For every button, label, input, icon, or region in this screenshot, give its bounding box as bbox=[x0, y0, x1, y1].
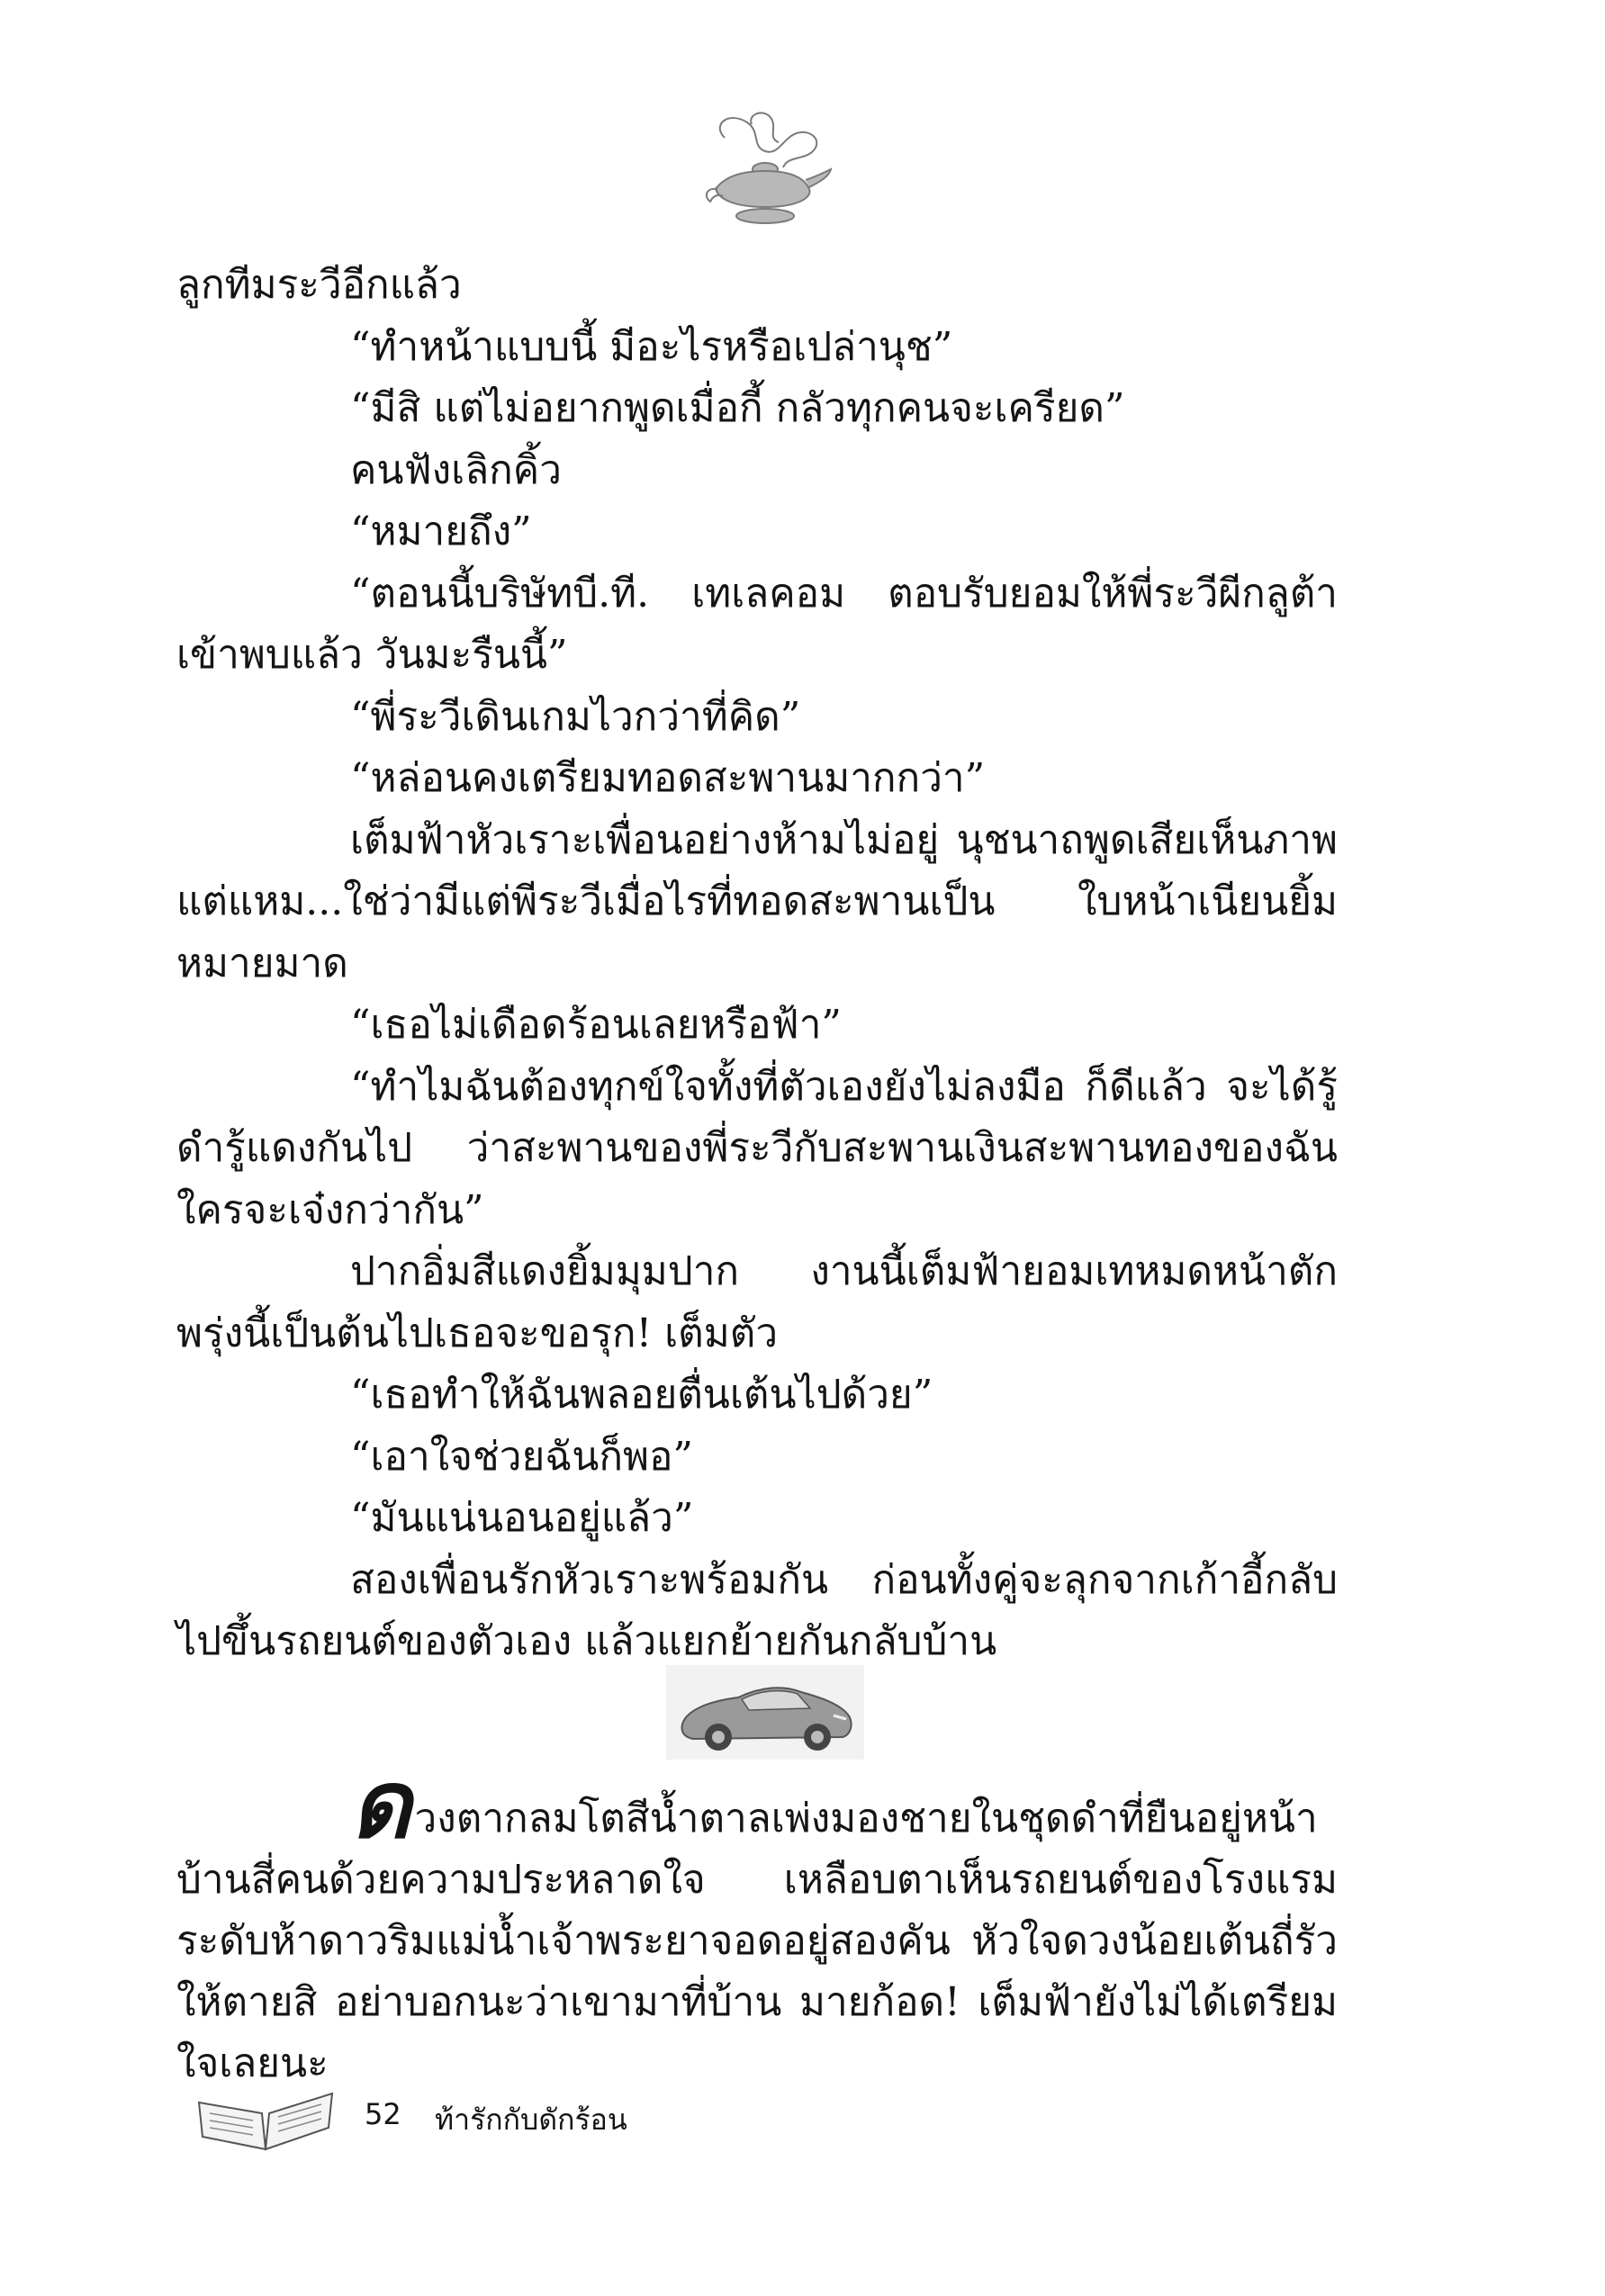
paragraph: “เอาใจช่วยฉันก็พอ” bbox=[350, 1433, 693, 1480]
book-title: ท้ารักกับดักร้อน bbox=[435, 2102, 627, 2137]
section-two-text: วงตากลมโตสีน้ำตาลเพ่งมองชายในชุดดำที่ยืนอยู่หน้าบ้านสี่คนด้วยความประหลาดใจ เหลือบตาเห็นรถยนต์ของโรงแรมระดับห้าดาวริมแม่น้ำเจ้าพระยาจอดอยู่สองคัน หัวใจดวงน้อยเต้นถี่รัว ให้ตายสิ อย่าบอกนะว่าเขามาที่บ้าน มายก้อด! เต็มฟ้ายังไม่ได้เตรียมใจเลยนะ bbox=[176, 1796, 1338, 2086]
genie-lamp-icon bbox=[698, 106, 833, 232]
open-book-icon bbox=[194, 2083, 338, 2155]
paragraph: “มันแน่นอนอยู่แล้ว” bbox=[350, 1495, 694, 1541]
paragraph: “มีสิ แต่ไม่อยากพูดเมื่อกี้ กลัวทุกคนจะเครียด” bbox=[350, 385, 1125, 431]
paragraph: “หมายถึง” bbox=[350, 509, 532, 554]
paragraph: “เธอทำให้ฉันพลอยตื่นเต้นไปด้วย” bbox=[350, 1372, 933, 1418]
paragraph: “ทำหน้าแบบนี้ มีอะไรหรือเปล่านุช” bbox=[350, 323, 953, 370]
drop-cap: ด bbox=[350, 1749, 411, 1859]
page-number: 52 bbox=[365, 2097, 401, 2131]
main-text bbox=[176, 255, 1338, 1673]
paragraph: “หล่อนคงเตรียมทอดสะพานมากกว่า” bbox=[350, 755, 986, 801]
paragraph: เต็มฟ้าหัวเราะเพื่อนอย่างห้ามไม่อยู่ นุชนาถพูดเสียเห็นภาพ แต่แหม...ใช่ว่ามีแต่พีระวีเมื่อไรที่ทอดสะพานเป็น ใบหน้าเนียนยิ้มหมายมาด bbox=[176, 816, 1338, 986]
paragraph: “ทำไมฉันต้องทุกข์ใจทั้งที่ตัวเองยังไม่ลงมือ ก็ดีแล้ว จะได้รู้ดำรู้แดงกันไป ว่าสะพานของพี่ระวีกับสะพานเงินสะพานทองของฉันใครจะเจ๋งกว่ากัน” bbox=[176, 1063, 1338, 1233]
paragraph: “พี่ระวีเดินเกมไวกว่าที่คิด” bbox=[350, 693, 801, 740]
paragraph: “เธอไม่เดือดร้อนเลยหรือฟ้า” bbox=[350, 1002, 842, 1048]
paragraph: ปากอิ่มสีแดงยิ้มมุมปาก งานนี้เต็มฟ้ายอมเทหมดหน้าตัก พรุ่งนี้เป็นต้นไปเธอจะขอรุก! เต็มตัว bbox=[176, 1248, 1338, 1356]
section-two-paragraph bbox=[176, 1749, 1338, 2094]
paragraph: ลูกทีมระวีอีกแล้ว bbox=[176, 262, 462, 308]
page-footer bbox=[194, 2079, 824, 2160]
paragraph: สองเพื่อนรักหัวเราะพร้อมกัน ก่อนทั้งคู่จะลุกจากเก้าอี้กลับไปขึ้นรถยนต์ของตัวเอง แล้วแยกย้ายกันกลับบ้าน bbox=[176, 1556, 1338, 1664]
section-two bbox=[176, 1749, 1338, 2094]
paragraph: คนฟังเลิกคิ้ว bbox=[350, 446, 562, 493]
sports-car-icon bbox=[666, 1665, 864, 1760]
paragraph: “ตอนนี้บริษัทบี.ที. เทเลคอม ตอบรับยอมให้พี่ระวีผีกลูต้าเข้าพบแล้ว วันมะรืนนี้” bbox=[176, 570, 1338, 678]
